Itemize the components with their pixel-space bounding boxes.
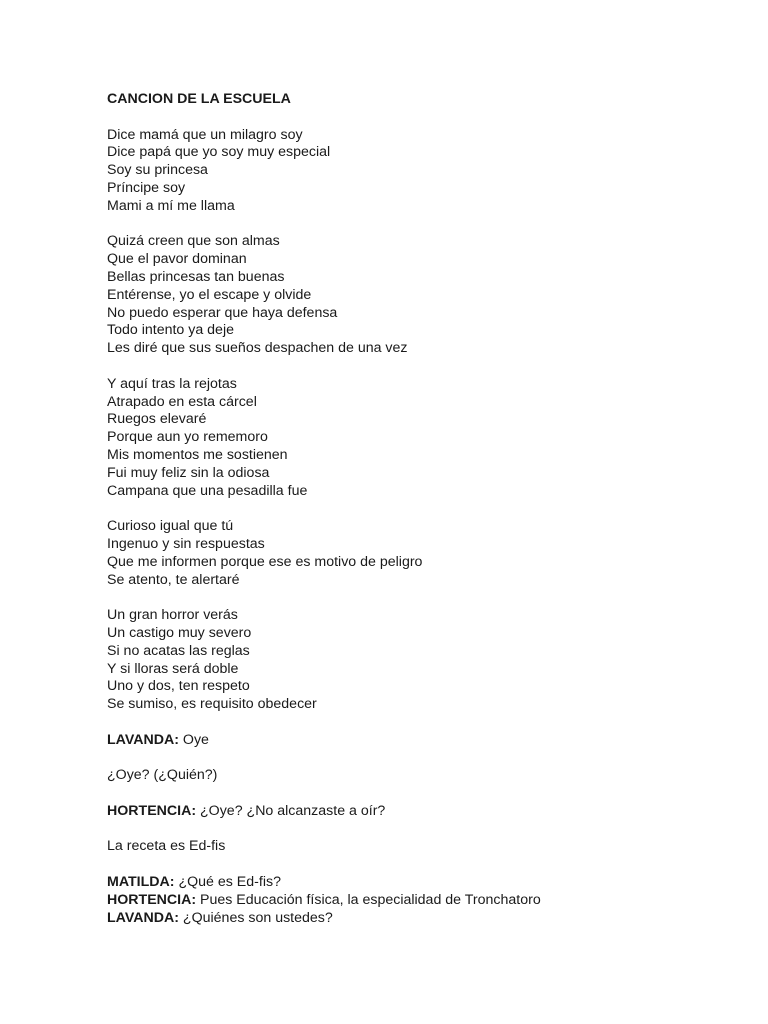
document-title: CANCION DE LA ESCUELA — [107, 91, 291, 107]
verse-line: Se sumiso, es requisito obedecer — [107, 696, 317, 713]
speaker-name: HORTENCIA: — [107, 891, 197, 908]
dialogue-text: Pues Educación física, la especialidad de Tronchatoro — [196, 891, 541, 908]
verse-line: Y si lloras será doble — [107, 660, 239, 677]
stanza-5 — [107, 607, 747, 714]
speaker-name: MATILDA: — [107, 874, 175, 891]
speaker-name: LAVANDA: — [107, 909, 179, 926]
stanza-4 — [107, 518, 747, 589]
verse-line: Un castigo muy severo — [107, 624, 252, 641]
speaker-name: LAVANDA: — [107, 731, 179, 748]
dialogue-line — [107, 767, 747, 785]
verse-line: Porque aun yo rememoro — [107, 429, 268, 446]
verse-line: Y aquí tras la rejotas — [107, 375, 237, 392]
verse-line: Atrapado en esta cárcel — [107, 393, 257, 410]
dialogue-text: ¿Oye? ¿No alcanzaste a oír? — [196, 802, 386, 819]
verse-line: Les diré que sus sueños despachen de una vez — [107, 340, 408, 357]
dialogue-text: Oye — [178, 731, 209, 748]
verse-line: No puedo esperar que haya defensa — [107, 304, 338, 321]
verse-line: Ruegos elevaré — [107, 411, 207, 428]
verse-line: Mami a mí me llama — [107, 197, 235, 214]
stanza-3 — [107, 376, 747, 501]
dialogue-line — [107, 874, 747, 892]
verse-line: Príncipe soy — [107, 179, 186, 196]
dialogue-line — [107, 910, 747, 928]
dialogue-line — [107, 732, 747, 750]
stanza-2 — [107, 233, 747, 358]
verse-line: Soy su princesa — [107, 162, 208, 179]
verse-line: Dice mamá que un milagro soy — [107, 126, 303, 143]
verse-line: Uno y dos, ten respeto — [107, 678, 250, 695]
verse-line: Bellas princesas tan buenas — [107, 268, 285, 285]
verse-line: Todo intento ya deje — [107, 322, 234, 339]
dialogue-text: La receta es Ed-fis — [107, 838, 226, 855]
verse-line: Curioso igual que tú — [107, 518, 234, 535]
verse-line: Si no acatas las reglas — [107, 642, 250, 659]
verse-line: Dice papá que yo soy muy especial — [107, 144, 331, 161]
dialogue-text: ¿Quiénes son ustedes? — [178, 909, 333, 926]
verse-line: Campana que una pesadilla fue — [107, 482, 308, 499]
verse-line: Ingenuo y sin respuestas — [107, 535, 265, 552]
dialogue-line — [107, 803, 747, 821]
document-page — [107, 91, 747, 927]
dialogue-text: ¿Qué es Ed-fis? — [174, 874, 281, 891]
speaker-name: HORTENCIA: — [107, 802, 197, 819]
verse-line: Quizá creen que son almas — [107, 233, 280, 250]
stanza-1 — [107, 127, 747, 216]
verse-line: Mis momentos me sostienen — [107, 446, 288, 463]
verse-line: Fui muy feliz sin la odiosa — [107, 464, 270, 481]
verse-line: Un gran horror verás — [107, 607, 238, 624]
verse-line: Que el pavor dominan — [107, 251, 247, 268]
verse-line: Entérense, yo el escape y olvide — [107, 286, 312, 303]
verse-line: Se atento, te alertaré — [107, 571, 240, 588]
dialogue-text: ¿Oye? (¿Quién?) — [107, 767, 218, 784]
verse-line: Que me informen porque ese es motivo de peligro — [107, 553, 423, 570]
dialogue-line — [107, 892, 747, 910]
dialogue-line — [107, 838, 747, 856]
